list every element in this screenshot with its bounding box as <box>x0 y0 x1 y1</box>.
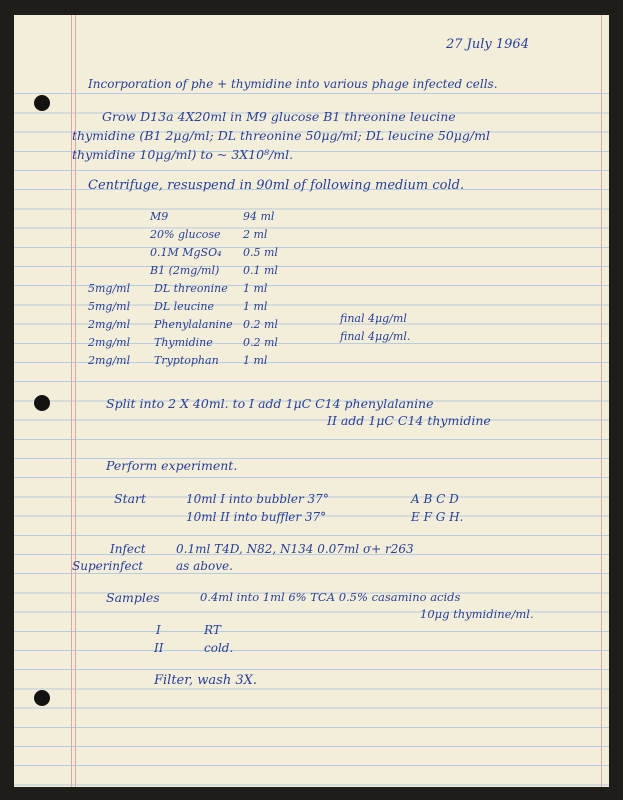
start-row-1: 10ml I into bubbler 37° <box>186 492 329 506</box>
date: 27 July 1964 <box>446 37 529 52</box>
start-label: Start <box>114 491 147 506</box>
infect-label: Infect <box>110 542 146 556</box>
medium-amount: 1 ml <box>243 300 268 313</box>
medium-name: M9 <box>150 210 169 223</box>
medium-conc: 5mg/ml <box>88 300 131 313</box>
grow-line-3: thymidine 10μg/ml) to ~ 3X10⁸/ml. <box>72 147 294 162</box>
filter-line: Filter, wash 3X. <box>154 673 258 688</box>
medium-name: 20% glucose <box>150 228 221 241</box>
centrifuge-line: Centrifuge, resuspend in 90ml of following medium cold. <box>88 178 465 193</box>
medium-amount: 0.5 ml <box>243 246 278 259</box>
superinfect-details: as above. <box>176 559 233 573</box>
start-row-1-tubes: A B C D <box>411 492 459 506</box>
samples-label: Samples <box>106 590 160 605</box>
punch-hole-bottom <box>34 690 50 706</box>
medium-name: 0.1M MgSO₄ <box>150 246 222 259</box>
page-title: Incorporation of phe + thymidine into various phage infected cells. <box>88 77 498 91</box>
notebook-page <box>14 15 609 787</box>
condition-value: cold. <box>204 641 234 655</box>
grow-line-2: thymidine (B1 2μg/ml; DL threonine 50μg/ml; DL leucine 50μg/ml <box>72 128 490 143</box>
medium-name: Phenylalanine <box>154 318 233 331</box>
condition-roman: II <box>154 641 164 655</box>
medium-amount: 0.2 ml <box>243 318 278 331</box>
grow-line-1: Grow D13a 4X20ml in M9 glucose B1 threonine leucine <box>102 109 456 124</box>
start-row-2-tubes: E F G H. <box>411 510 464 524</box>
condition-roman: I <box>156 623 161 637</box>
samples-details: 0.4ml into 1ml 6% TCA 0.5% casamino acids <box>200 590 461 604</box>
superinfect-label: Superinfect <box>72 559 144 573</box>
infect-details: 0.1ml T4D, N82, N134 0.07ml σ+ r263 <box>176 542 414 556</box>
medium-amount: 94 ml <box>243 210 275 223</box>
medium-amount: 1 ml <box>243 282 268 295</box>
punch-hole-top <box>34 95 50 111</box>
medium-name: Thymidine <box>154 336 213 349</box>
medium-amount: 0.1 ml <box>243 264 278 277</box>
medium-amount: 2 ml <box>243 228 268 241</box>
split-line-1: Split into 2 X 40ml. to I add 1μC C14 phenylalanine <box>106 396 434 411</box>
medium-name: DL threonine <box>154 282 228 295</box>
perform-heading: Perform experiment. <box>106 458 238 473</box>
medium-note: final 4μg/ml <box>340 312 407 325</box>
medium-amount: 1 ml <box>243 354 268 367</box>
medium-conc: 2mg/ml <box>88 354 131 367</box>
punch-hole-middle <box>34 395 50 411</box>
medium-conc: 5mg/ml <box>88 282 131 295</box>
samples-details-2: 10μg thymidine/ml. <box>420 607 534 621</box>
medium-name: B1 (2mg/ml) <box>150 264 220 277</box>
start-row-2: 10ml II into buffler 37° <box>186 510 327 524</box>
margin-line-right <box>601 15 602 787</box>
medium-name: Tryptophan <box>154 354 219 367</box>
medium-note: final 4μg/ml. <box>340 330 411 343</box>
medium-name: DL leucine <box>154 300 215 313</box>
split-line-2: II add 1μC C14 thymidine <box>327 413 491 428</box>
medium-conc: 2mg/ml <box>88 318 131 331</box>
medium-amount: 0.2 ml <box>243 336 278 349</box>
medium-conc: 2mg/ml <box>88 336 131 349</box>
condition-value: RT <box>204 623 221 637</box>
